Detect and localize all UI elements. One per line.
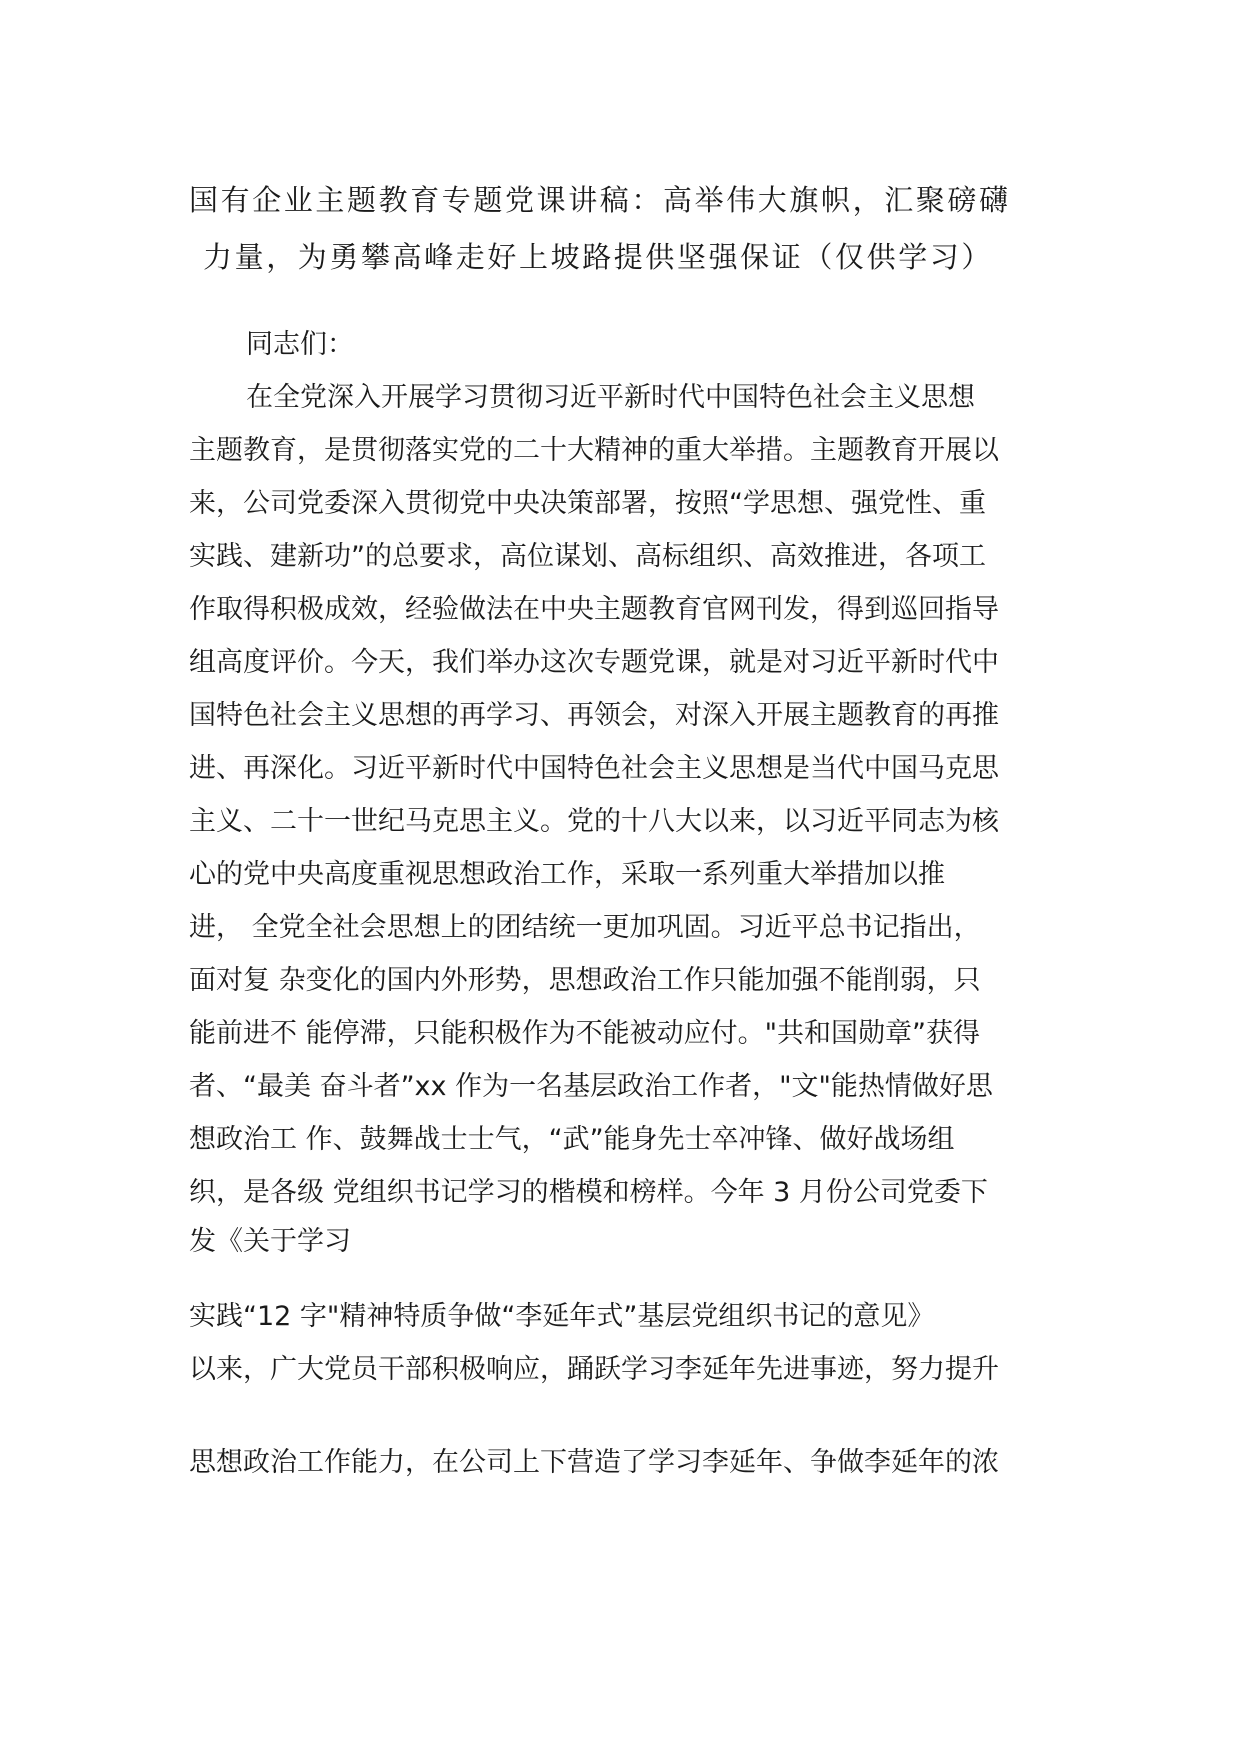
paragraph-line: 来，公司党委深入贯彻党中央决策部署，按照“学思想、强党性、重 xyxy=(189,488,986,519)
paragraph-line: 作取得积极成效，经验做法在中央主题教育官网刊发，得到巡回指导 xyxy=(189,594,999,625)
paragraph-line: 组高度评价。今天，我们举办这次专题党课，就是对习近平新时代中 xyxy=(189,647,999,678)
paragraph-line: 心的党中央高度重视思想政治工作，采取一系列重大举措加以推 xyxy=(189,859,945,890)
paragraph-line: 实践、建新功”的总要求，高位谋划、高标组织、高效推进，各项工 xyxy=(189,541,986,572)
paragraph-line: 发《关于学习 xyxy=(189,1226,351,1257)
paragraph-line: 织，是各级 党组织书记学习的楷模和榜样。今年 3 月份公司党委下 xyxy=(189,1177,988,1208)
document-title-line-2: 力量，为勇攀高峰走好上坡路提供坚强保证（仅供学习） xyxy=(203,240,994,274)
paragraph-line: 进， 全党全社会思想上的团结统一更加巩固。习近平总书记指出， xyxy=(189,912,981,943)
paragraph-line: 在全党深入开展学习贯彻习近平新时代中国特色社会主义思想 xyxy=(246,382,975,413)
paragraph-line: 以来，广大党员干部积极响应，踊跃学习李延年先进事迹，努力提升 xyxy=(189,1354,999,1385)
salutation: 同志们： xyxy=(246,329,354,360)
paragraph-line: 主义、二十一世纪马克思主义。党的十八大以来，以习近平同志为核 xyxy=(189,806,999,837)
paragraph-line: 实践“12 字"精神特质争做“李延年式”基层党组织书记的意见》 xyxy=(189,1301,935,1332)
paragraph-line: 国特色社会主义思想的再学习、再领会，对深入开展主题教育的再推 xyxy=(189,700,999,731)
paragraph-line: 面对复 杂变化的国内外形势，思想政治工作只能加强不能削弱，只 xyxy=(189,965,981,996)
paragraph-line: 想政治工 作、鼓舞战士士气，“武”能身先士卒冲锋、做好战场组 xyxy=(189,1124,955,1155)
paragraph-line: 者、“最美 奋斗者”xx 作为一名基层政治工作者，"文"能热情做好思 xyxy=(189,1071,993,1102)
paragraph-line: 思想政治工作能力，在公司上下营造了学习李延年、争做李延年的浓 xyxy=(189,1447,999,1478)
paragraph-line: 进、再深化。习近平新时代中国特色社会主义思想是当代中国马克思 xyxy=(189,753,999,784)
paragraph-line: 能前进不 能停滞，只能积极作为不能被动应付。"共和国勋章”获得 xyxy=(189,1018,980,1049)
document-title-line-1: 国有企业主题教育专题党课讲稿：高举伟大旗帜，汇聚磅礴 xyxy=(189,183,1011,217)
paragraph-line: 主题教育，是贯彻落实党的二十大精神的重大举措。主题教育开展以 xyxy=(189,435,999,466)
